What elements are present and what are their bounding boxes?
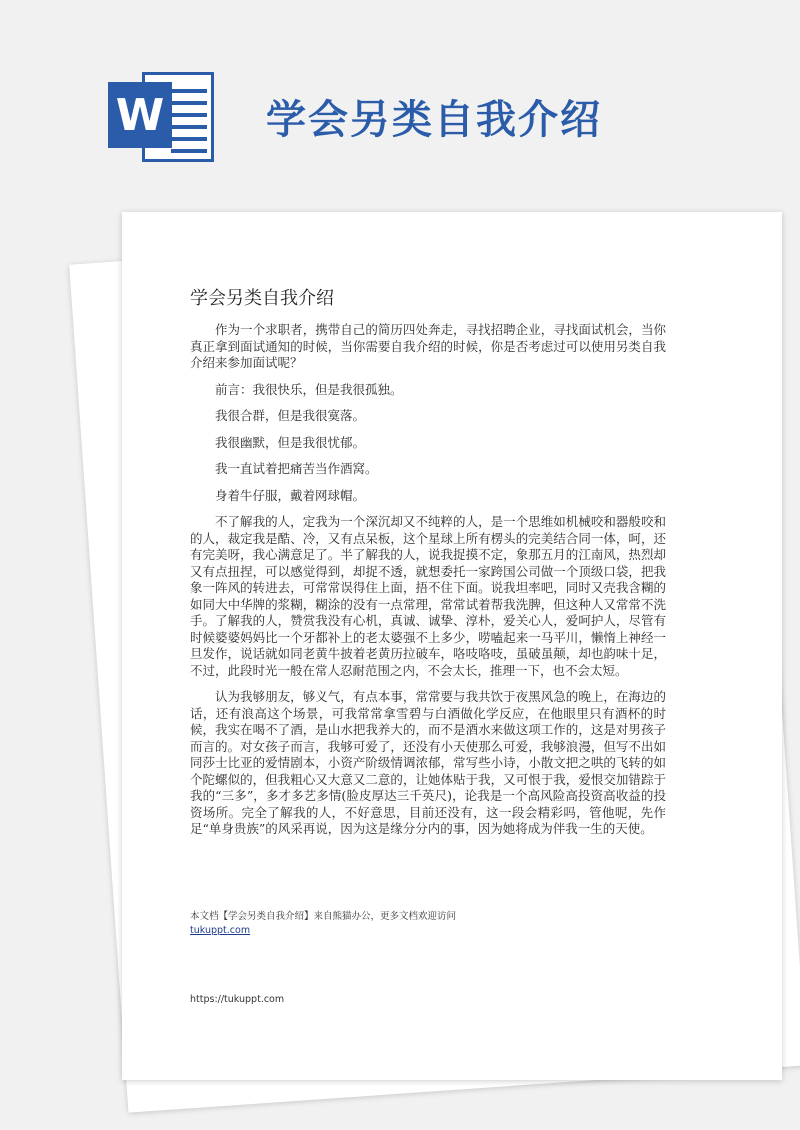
paragraph-line: 身着牛仔服，戴着网球帽。 — [215, 487, 366, 503]
paragraph-body: 认为我够朋友，够义气，有点本事，常常要与我共饮于夜黑风急的晚上，在海边的话，还有浪高这个场景，可我常常拿雪碧与白酒做化学反应，在他眼里只有酒杯的时候，我实在喝不了酒，是山水把我养大的，而不是酒水来做这项工作的，这是对男孩子而言的。对女孩子而言，我够可爱了，还没有小天使那么可爱，我够浪漫，但写不出如同莎士比亚的爱情剧本，小资产阶级情调浓郁，常写些小诗，小散文把之哄的飞转的如个陀螺似的，但我粗心又大意又二意的，让她体贴于我，又可恨于我，爱恨交加错踪于我的“三多”，多才多艺多情(脸皮厚达三千英尺)，论我是一个高风险高投资高收益的投资场所。完全了解我的人，不好意思，目前还没有，这一段会精彩吗，管他呢，先作足“单身贵族”的风采再说，因为这是缘分分内的事，因为她将成为伴我一生的天使。 — [190, 689, 666, 836]
document-title: 学会另类自我介绍 — [190, 288, 334, 309]
paragraph-preface: 前言：我很快乐，但是我很孤独。 — [215, 381, 403, 397]
paragraph-line: 我很幽默，但是我很忧郁。 — [215, 434, 366, 450]
document-page — [122, 212, 782, 1080]
paragraph-intro: 作为一个求职者，携带自己的简历四处奔走，寻找招聘企业，寻找面试机会，当你真正拿到面试通知的时候，当你需要自我介绍的时候，你是否考虑过可以使用另类自我介绍来参加面试呢？ — [190, 322, 666, 370]
paragraph-line: 我很合群，但是我很寞落。 — [215, 408, 366, 423]
paragraph-body: 不了解我的人，定我为一个深沉却又不纯粹的人，是一个思维如机械咬和器般咬和的人，裁定我是酷、冷，又有点呆板，这个星球上所有楞头的完美结合同一体，呵，还有完美呀，我心满意足了。半了解我的人，说我捉摸不定，象那五月的江南风，热烈却又有点扭捏，可以感觉得到，却捉不透，就想委托一家跨国公司做一个顶级口袋，把我象一阵风的转进去，可常常误得住上面，捂不住下面。说我坦率吧，同时又壳我含糊的如同大中华牌的浆糊，糊涂的没有一点常理，常常试着帮我洗脾，但这种人又常常不洗手。了解我的人，赞赏我没有心机，真诚、诚挚、淳朴，爱关心人，爱呵护人，尽管有时候婆婆妈妈比一个牙都补上的老太婆强不上多少，唠嗑起来一马平川，懒惰上神经一旦发作，说话就如同老黄牛披着老黄历拉破车，咯吱咯吱，虽破虽颠，却也韵味十足，不过，此段时光一般在常人忍耐范围之内，不会太长，推理一下，也不会太短。 — [190, 514, 666, 678]
banner-title: 学会另类自我介绍 — [266, 97, 602, 143]
source-link[interactable]: tukuppt.com — [190, 925, 251, 936]
document-body — [190, 322, 666, 848]
word-document-icon — [108, 70, 218, 166]
paragraph-line: 我一直试着把痛苦当作酒窝。 — [215, 461, 378, 476]
source-url: https://tukuppt.com — [190, 994, 285, 1005]
banner — [0, 0, 800, 200]
word-letter-icon: W — [108, 82, 172, 148]
source-note: 本文档【学会另类自我介绍】来自熊猫办公，更多文档欢迎访问 — [190, 911, 457, 922]
